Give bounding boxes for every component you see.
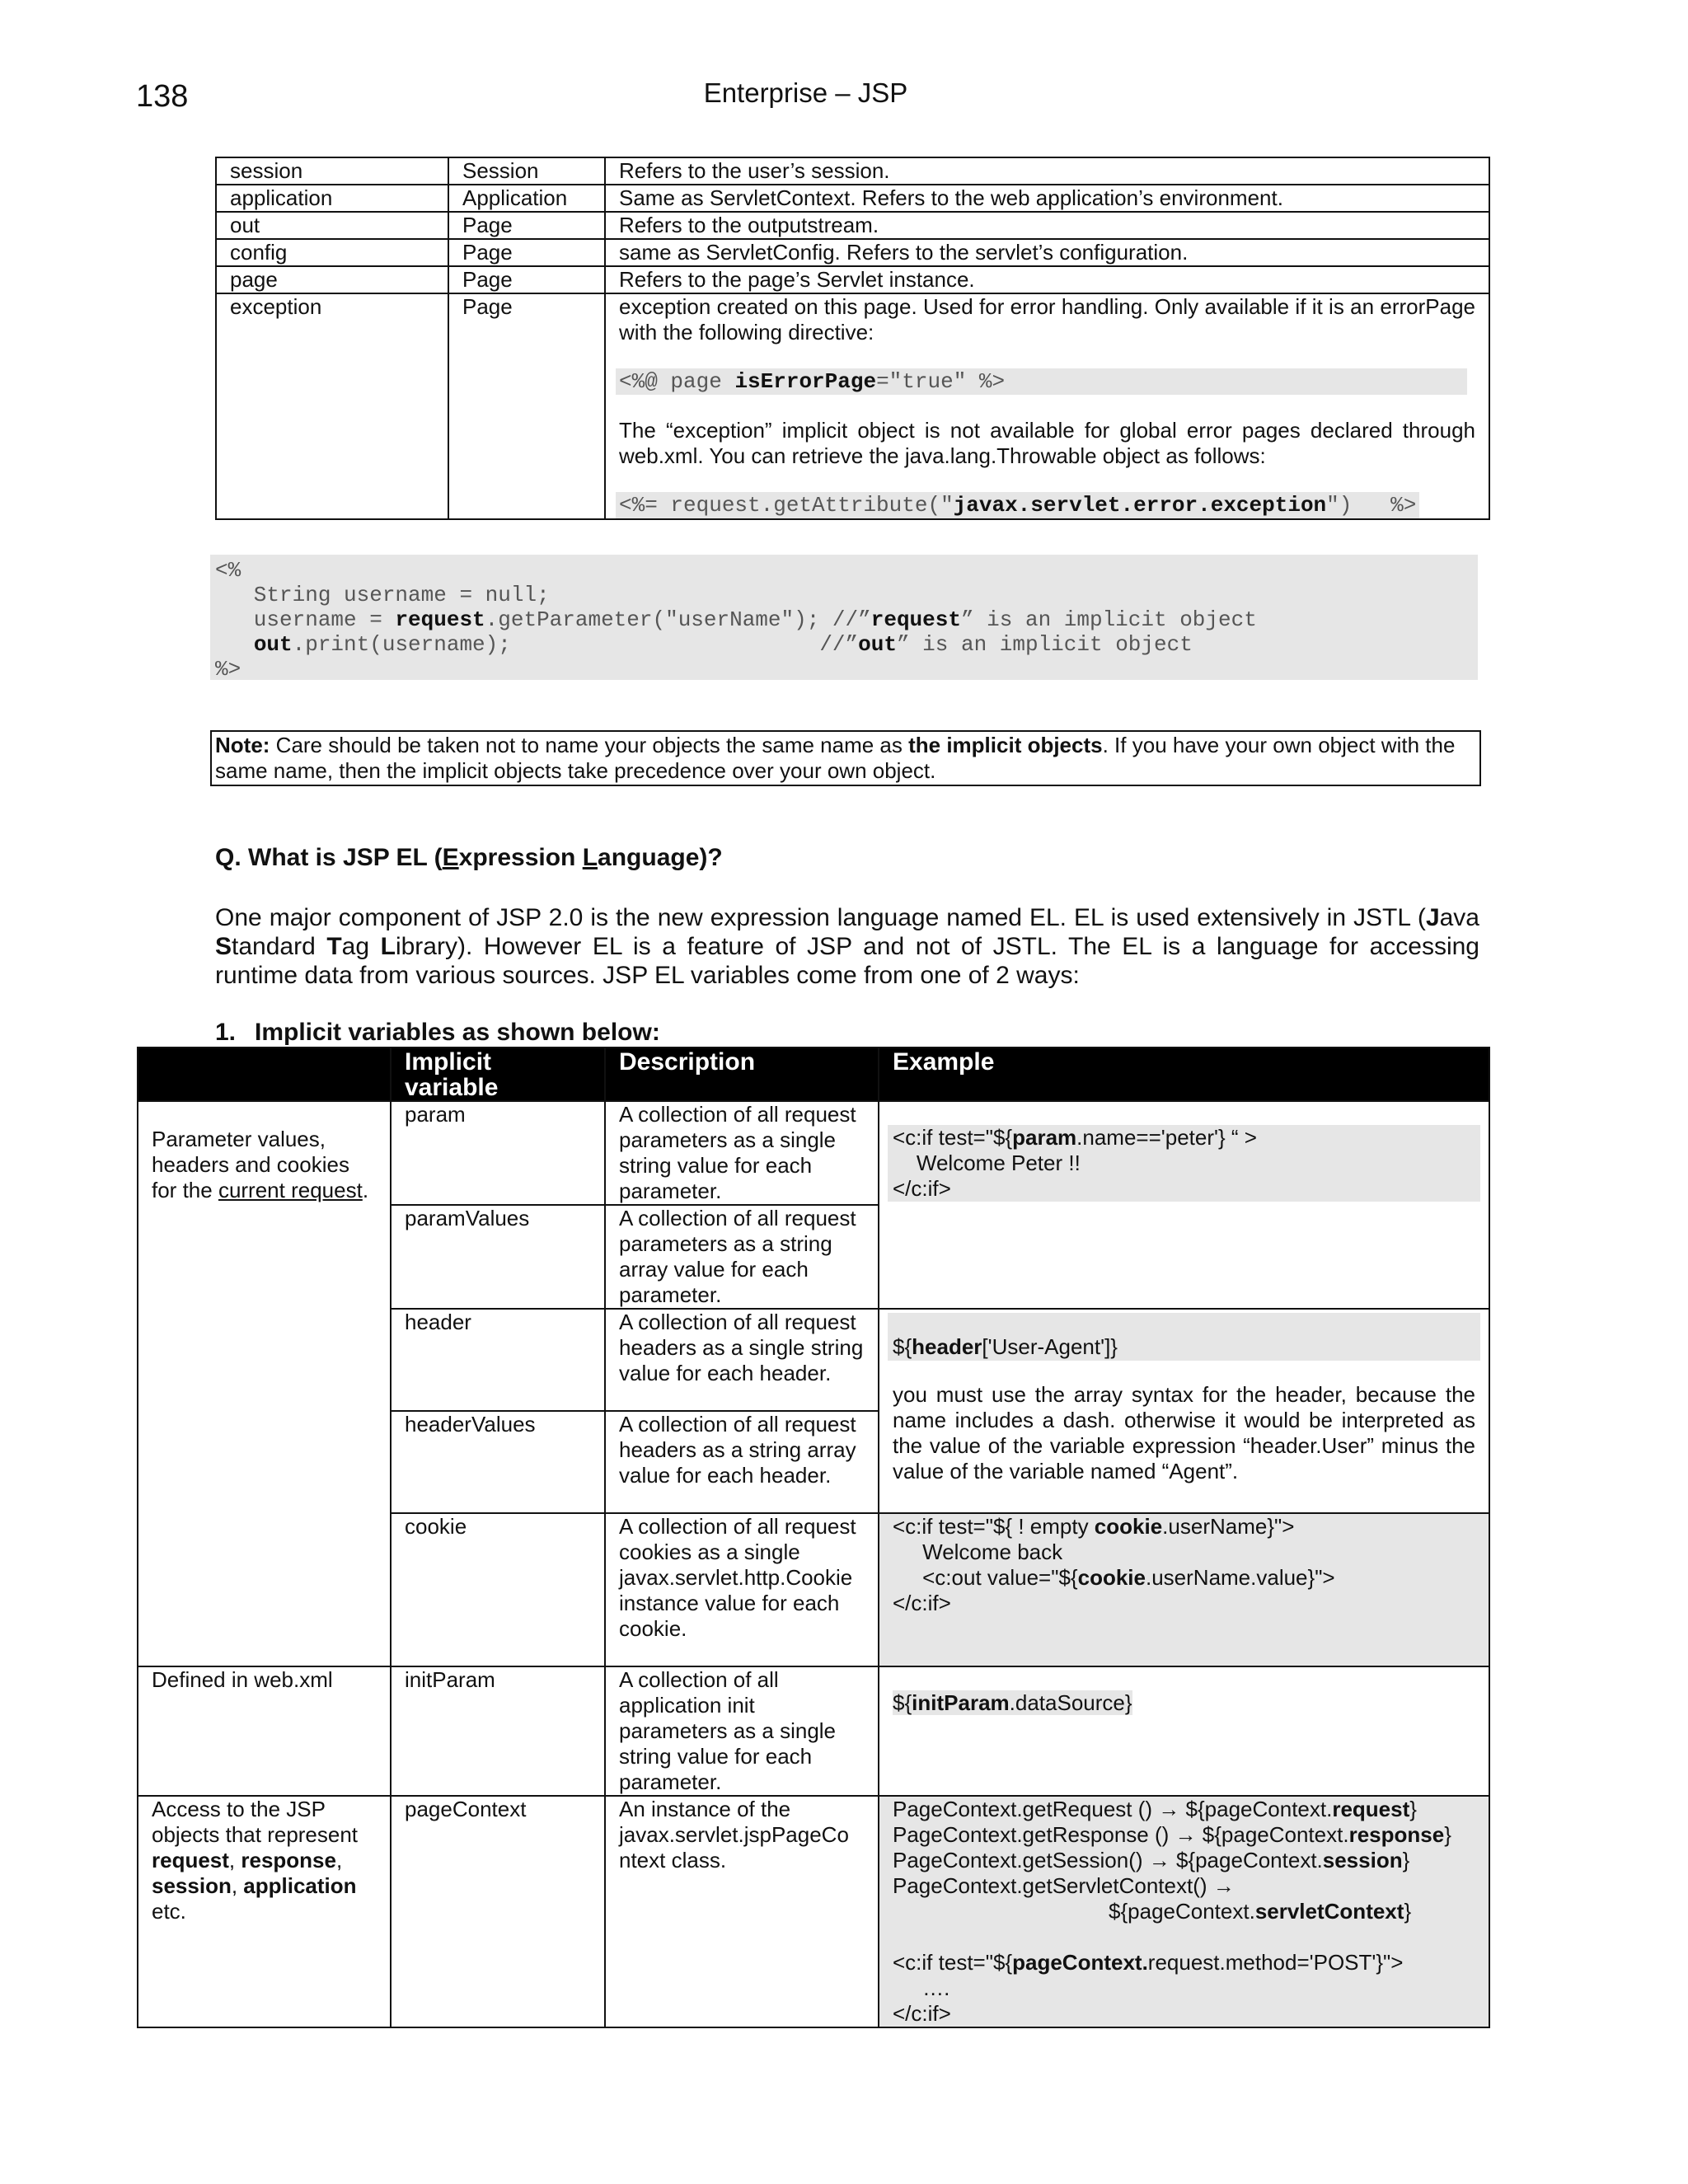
table-row bbox=[216, 212, 1489, 239]
param-example-code: <c:if test="${param.name=='peter'} “ > Welcome Peter !! </c:if> bbox=[888, 1125, 1480, 1202]
table-header-row bbox=[138, 1047, 1489, 1101]
intro-paragraph: One major component of JSP 2.0 is the new expression language named EL. EL is used extensively in JSTL (Java Standard Tag Library). However EL is a feature of JSP and not of JSTL. The EL is a language for accessing runtime data from various sources. JSP EL variables come from one of 2 ways: bbox=[215, 904, 1479, 989]
column-header-description: Description bbox=[605, 1047, 879, 1101]
getattribute-code: <%= request.getAttribute("javax.servlet.error.exception") %> bbox=[616, 492, 1419, 518]
page-number: 138 bbox=[136, 79, 189, 114]
pagecontext-line: </c:if> bbox=[893, 2001, 951, 2026]
pagecontext-line: …. bbox=[893, 1975, 950, 2000]
table-row bbox=[216, 266, 1489, 293]
column-header-group bbox=[138, 1047, 391, 1101]
scriptlet-code-block: <% String username = null; username = request.getParameter("userName"); //”request” is an implicit object out.print(username); //”out” is an implicit object %> bbox=[210, 555, 1478, 680]
object-description: Refers to the outputstream. bbox=[605, 212, 1489, 239]
table-row bbox=[216, 185, 1489, 212]
example-cookie: <c:if test="${ ! empty cookie.userName}"> Welcome back <c:out value="${cookie.userName.value}"> </c:if> bbox=[879, 1513, 1489, 1666]
table-row bbox=[216, 157, 1489, 185]
variable-cookie: cookie bbox=[391, 1513, 605, 1666]
object-scope: Page bbox=[448, 212, 605, 239]
object-name: out bbox=[216, 212, 448, 239]
pagecontext-line: <c:if test="${pageContext.request.method='POST'}"> bbox=[893, 1950, 1404, 1975]
pagecontext-line: PageContext.getSession() → ${pageContext.session} bbox=[893, 1848, 1410, 1872]
variable-header: header bbox=[391, 1309, 605, 1411]
column-header-example: Example bbox=[879, 1047, 1489, 1101]
running-head: Enterprise – JSP bbox=[703, 77, 908, 108]
variable-initParam: initParam bbox=[391, 1666, 605, 1796]
example-param bbox=[879, 1101, 1489, 1309]
description-paramValues: A collection of all request parameters as a string array value for each parameter. bbox=[605, 1205, 879, 1309]
example-initParam bbox=[879, 1666, 1489, 1796]
iserrorpage-directive: <%@ page isErrorPage="true" %> bbox=[616, 368, 1467, 395]
table-row bbox=[138, 1101, 1489, 1205]
variable-paramValues: paramValues bbox=[391, 1205, 605, 1309]
object-scope: Page bbox=[448, 266, 605, 293]
table-row bbox=[216, 293, 1489, 519]
object-scope: Page bbox=[448, 293, 605, 519]
object-name: application bbox=[216, 185, 448, 212]
el-implicit-variables-table bbox=[137, 1047, 1490, 2028]
object-name: config bbox=[216, 239, 448, 266]
object-name: exception bbox=[216, 293, 448, 519]
table-row bbox=[138, 1796, 1489, 2027]
description-param: A collection of all request parameters as a single string value for each parameter. bbox=[605, 1101, 879, 1205]
object-description bbox=[605, 293, 1489, 519]
object-description: Refers to the user’s session. bbox=[605, 157, 1489, 185]
header-example-code: ${header['User-Agent']} bbox=[888, 1313, 1480, 1361]
object-scope: Session bbox=[448, 157, 605, 185]
exception-description: exception created on this page. Used for error handling. Only available if it is an errorPage with the following directive: bbox=[619, 294, 1475, 344]
variable-pageContext: pageContext bbox=[391, 1796, 605, 2027]
description-header: A collection of all request headers as a single string value for each header. bbox=[605, 1309, 879, 1411]
group-jsp-objects-cell: Access to the JSP objects that represent request, response, session, application etc. bbox=[138, 1796, 391, 2027]
pagecontext-line: PageContext.getResponse () → ${pageContext.response} bbox=[893, 1822, 1451, 1847]
object-description: Refers to the page’s Servlet instance. bbox=[605, 266, 1489, 293]
example-pageContext bbox=[879, 1796, 1489, 2027]
description-pageContext: An instance of the javax.servlet.jspPageCo ntext class. bbox=[605, 1796, 879, 2027]
object-scope: Application bbox=[448, 185, 605, 212]
variable-headerValues: headerValues bbox=[391, 1411, 605, 1513]
description-headerValues: A collection of all request headers as a string array value for each header. bbox=[605, 1411, 879, 1513]
object-name: page bbox=[216, 266, 448, 293]
initparam-example-code: ${initParam.dataSource} bbox=[893, 1690, 1132, 1715]
header-example-note: you must use the array syntax for the header, because the name includes a dash. otherwise it would be interpreted as the value of the variable expression “header.User” minus the value of the variable named “Agent”. bbox=[893, 1382, 1475, 1483]
question-heading: Q. What is JSP EL (Expression Language)? bbox=[215, 844, 723, 871]
object-scope: Page bbox=[448, 239, 605, 266]
pagecontext-line: PageContext.getRequest () → ${pageContext.request} bbox=[893, 1797, 1417, 1821]
list-heading: 1. Implicit variables as shown below: bbox=[215, 1019, 660, 1046]
variable-param: param bbox=[391, 1101, 605, 1205]
description-cookie: A collection of all request cookies as a single javax.servlet.http.Cookie instance value for each cookie. bbox=[605, 1513, 879, 1666]
column-header-variable: Implicit variable bbox=[391, 1047, 605, 1101]
object-description: Same as ServletContext. Refers to the web application’s environment. bbox=[605, 185, 1489, 212]
example-header bbox=[879, 1309, 1489, 1513]
group-request-cell: Parameter values, headers and cookies for the current request. bbox=[138, 1101, 391, 1666]
object-name: session bbox=[216, 157, 448, 185]
pagecontext-line: PageContext.getServletContext() → bbox=[893, 1873, 1235, 1898]
table-row bbox=[216, 239, 1489, 266]
pagecontext-line: ${pageContext.servletContext} bbox=[1109, 1899, 1412, 1924]
group-webxml-cell: Defined in web.xml bbox=[138, 1666, 391, 1796]
note-box: Note: Care should be taken not to name your objects the same name as the implicit objects. If you have your own object with the same name, then the implicit objects take precedence over your own object. bbox=[210, 730, 1481, 786]
implicit-objects-table bbox=[215, 157, 1490, 520]
table-row bbox=[138, 1666, 1489, 1796]
object-description: same as ServletConfig. Refers to the servlet’s configuration. bbox=[605, 239, 1489, 266]
exception-note: The “exception” implicit object is not available for global error pages declared through web.xml. You can retrieve the java.lang.Throwable object as follows: bbox=[619, 418, 1475, 468]
description-initParam: A collection of all application init parameters as a single string value for each parameter. bbox=[605, 1666, 879, 1796]
